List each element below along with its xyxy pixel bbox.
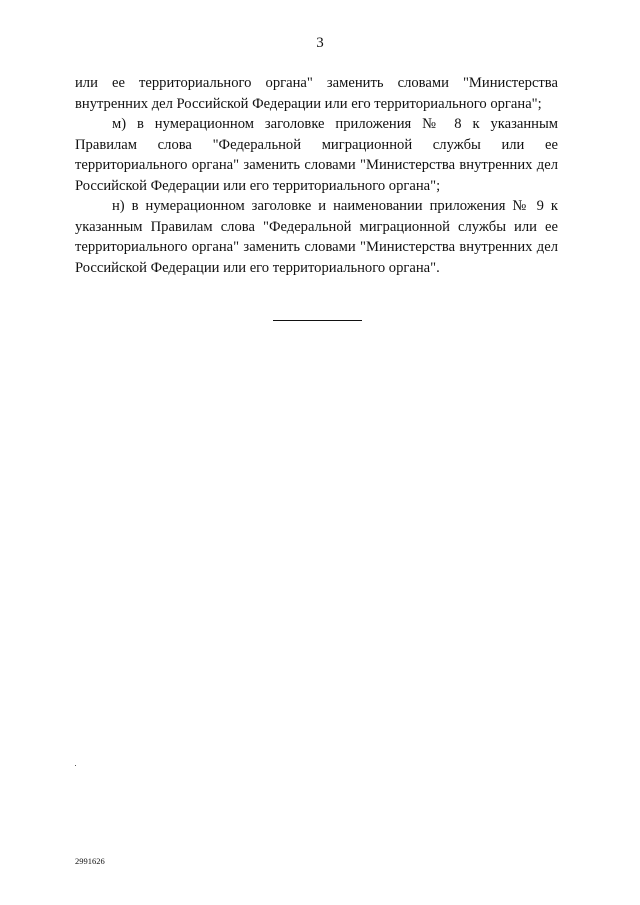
paragraph-item-m: м) в нумерационном заголовке приложения № 8 к указанным Правилам слова "Федеральной миграционной службы или ее территориального органа" заменить словами "Министерства внутренних дел Российской Федерации или его территориального органа";	[75, 116, 558, 194]
page-number: 3	[316, 35, 324, 51]
document-body	[75, 73, 558, 278]
paragraph-item-n: н) в нумерационном заголовке и наименовании приложения № 9 к указанным Правилам слова "Федеральной миграционной службы или ее территориального органа" заменить словами "Министерства внутренних дел Российской Федерации или его территориального органа".	[75, 198, 558, 276]
paragraph-continuation: или ее территориального органа" заменить словами "Министерства внутренних дел Российской Федерации или его территориального органа";	[75, 75, 558, 112]
document-code: 2991626	[75, 856, 105, 866]
closing-divider-line	[273, 320, 362, 321]
scan-dot-mark	[75, 765, 76, 766]
